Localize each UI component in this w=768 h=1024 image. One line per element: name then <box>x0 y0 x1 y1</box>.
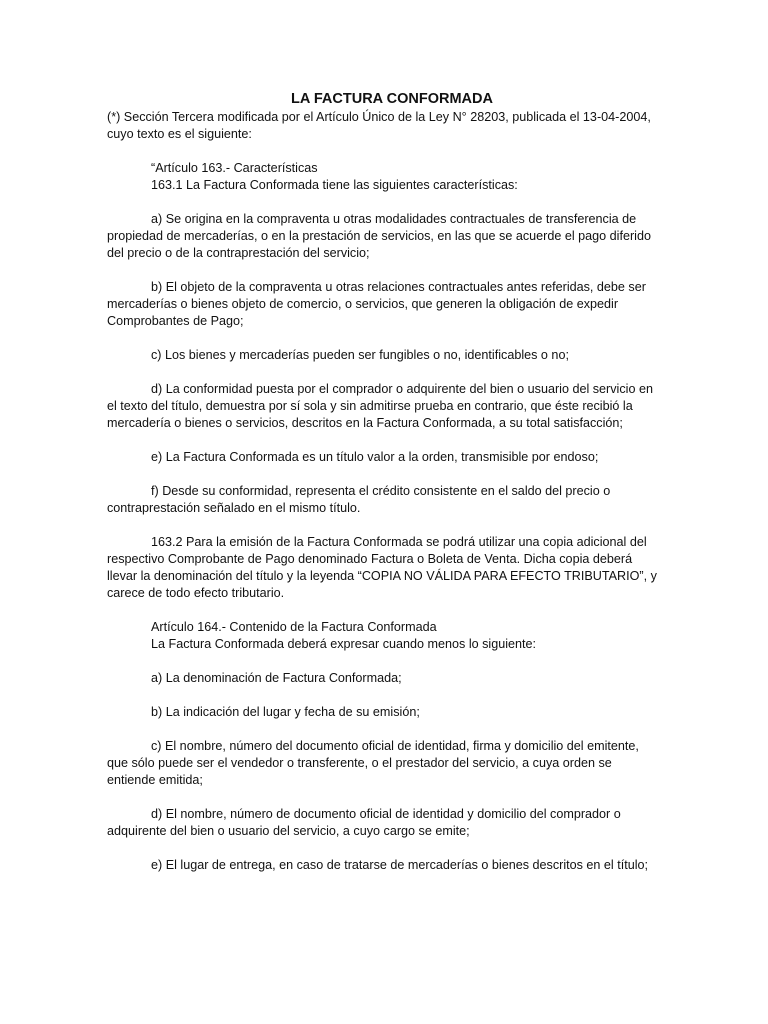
article-163-item-e: e) La Factura Conformada es un título valor a la orden, transmisible por endoso; <box>151 450 599 464</box>
article-164-item-d: d) El nombre, número de documento oficial de identidad y domicilio del comprador o adquirente del bien o usuario del servicio, a cuyo cargo se emite; <box>107 807 621 838</box>
article-164-heading: Artículo 164.- Contenido de la Factura Conformada <box>151 620 437 634</box>
article-163-section-2: 163.2 Para la emisión de la Factura Conformada se podrá utilizar una copia adicional del respectivo Comprobante de Pago denominado Factura o Boleta de Venta. Dicha copia deberá llevar la denominación del título y la leyenda “COPIA NO VÁLIDA PARA EFECTO TRIBUTARIO”, y carece de todo efecto tributario. <box>107 535 657 600</box>
article-164-item-c: c) El nombre, número del documento oficial de identidad, firma y domicilio del emitente, que sólo puede ser el vendedor o transferente, o el prestador del servicio, a cuya orden se entiende emitida; <box>107 739 639 787</box>
article-164-item-a: a) La denominación de Factura Conformada; <box>151 671 402 685</box>
intro-paragraph: (*) Sección Tercera modificada por el Artículo Único de la Ley N° 28203, publicada el 13-04-2004, cuyo texto es el siguiente: <box>107 110 651 141</box>
article-164-header <box>107 619 659 653</box>
article-164-item-e: e) El lugar de entrega, en caso de tratarse de mercaderías o bienes descritos en el título; <box>151 858 649 872</box>
article-163-item-c: c) Los bienes y mercaderías pueden ser fungibles o no, identificables o no; <box>151 348 569 362</box>
article-163-heading: “Artículo 163.- Características <box>151 161 318 175</box>
article-163-header <box>107 160 659 194</box>
article-163-item-d: d) La conformidad puesta por el comprador o adquirente del bien o usuario del servicio en el texto del título, demuestra por sí sola y sin admitirse prueba en contrario, que éste recibió la mercadería o bienes o servicios, descritos en la Factura Conformada, a su total satisfacción; <box>107 382 653 430</box>
article-164-subheading: La Factura Conformada deberá expresar cuando menos lo siguiente: <box>151 637 537 651</box>
article-163-item-b: b) El objeto de la compraventa u otras relaciones contractuales antes referidas, debe ser mercaderías o bienes objeto de comercio, o servicios, que generen la obligación de expedir Comprobantes de Pago; <box>107 280 646 328</box>
article-163-item-f: f) Desde su conformidad, representa el crédito consistente en el saldo del precio o contraprestación señalado en el mismo título. <box>107 484 611 515</box>
article-163-subheading: 163.1 La Factura Conformada tiene las siguientes características: <box>151 178 518 192</box>
document-title: LA FACTURA CONFORMADA <box>291 91 493 107</box>
document-page <box>107 90 659 874</box>
article-163-item-a: a) Se origina en la compraventa u otras modalidades contractuales de transferencia de propiedad de mercaderías, o en la prestación de servicios, en las que se acuerde el pago diferido del precio o de la contraprestación del servicio; <box>107 212 651 260</box>
article-164-item-b: b) La indicación del lugar y fecha de su emisión; <box>151 705 420 719</box>
